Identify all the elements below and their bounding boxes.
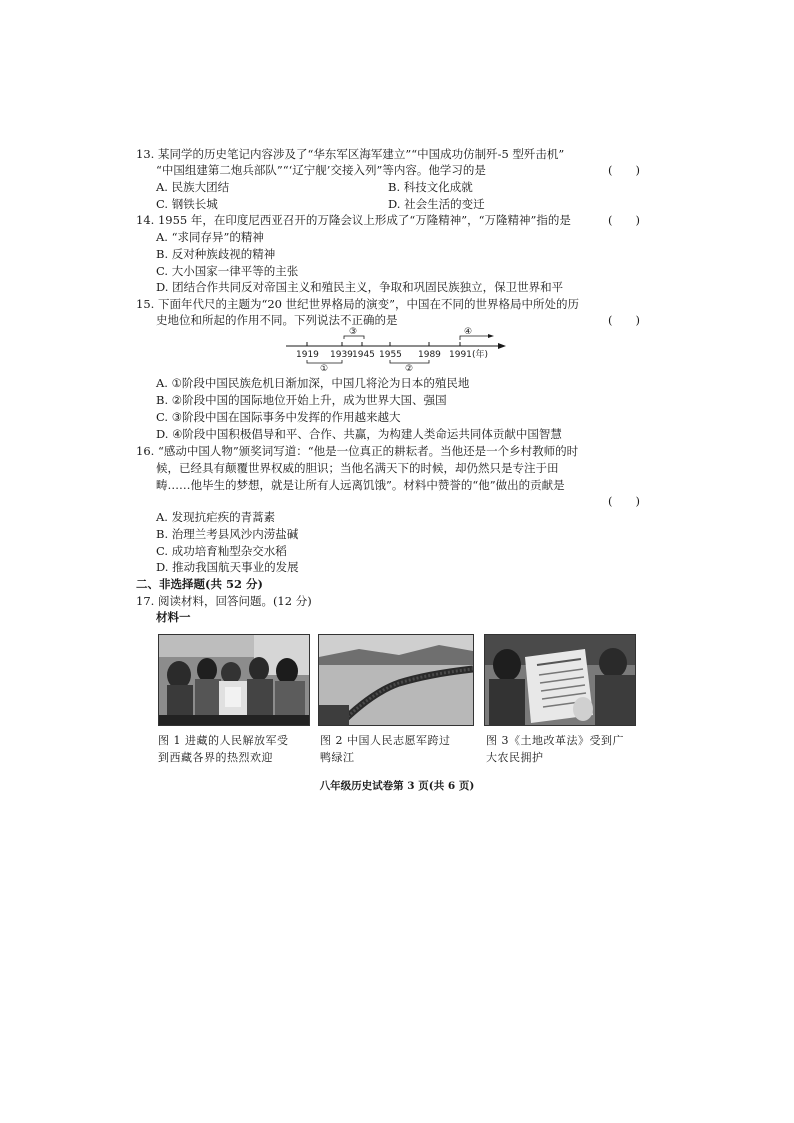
photo-3-caption-line2: 大农民拥护 (486, 751, 544, 764)
year-label-1989: 1989 (418, 350, 441, 360)
q14-option-d: D. 团结合作共同反对帝国主义和殖民主义，争取和巩固民族独立，保卫世界和平 (156, 280, 564, 294)
q15-option-d: D. ④阶段中国积极倡导和平、合作、共赢，为构建人类命运共同体贡献中国智慧 (156, 427, 562, 441)
photo-2-caption-line2: 鸭绿江 (320, 751, 355, 764)
q16-option-c: C. 成功培育籼型杂交水稻 (156, 544, 287, 558)
q13-answer-paren: ( ) (608, 163, 640, 177)
q16-stem-line2: 候，已经具有颠覆世界权威的胆识；当他名满天下的时候，却仍然只是专注于田 (156, 461, 559, 475)
q16-option-d: D. 推动我国航天事业的发展 (156, 560, 299, 574)
q13-option-a: A. 民族大团结 (156, 180, 230, 194)
photo-3-caption-line1: 图 3《土地改革法》受到广 (486, 734, 624, 747)
bracket-stage-4-arrow (488, 334, 494, 338)
q16-stem-line1: 16. “感动中国人物”颁奖词写道：“他是一位真正的耕耘者。当他还是一个乡村教师的时 (136, 444, 579, 458)
marker-stage-2: ② (405, 364, 414, 374)
q13-stem-line1: 13. 某同学的历史笔记内容涉及了“华东军区海军建立”“中国成功仿制歼-5 型歼击机” (136, 147, 565, 161)
q13-option-c: C. 钢铁长城 (156, 197, 218, 211)
q14-option-c: C. 大小国家一律平等的主张 (156, 264, 299, 278)
year-label-1991: 1991 (449, 350, 472, 360)
photo-2-caption (320, 732, 451, 766)
q14-option-b: B. 反对种族歧视的精神 (156, 247, 276, 261)
bracket-stage-2 (390, 360, 429, 363)
q13-option-b: B. 科技文化成就 (388, 180, 473, 194)
q14-option-a: A. “求同存异”的精神 (156, 230, 264, 244)
q16-option-a: A. 发现抗疟疾的青蒿素 (156, 510, 276, 524)
q15-option-a: A. ①阶段中国民族危机日渐加深，中国几将沦为日本的殖民地 (156, 376, 470, 390)
q15-option-c: C. ③阶段中国在国际事务中发挥的作用越来越大 (156, 410, 401, 424)
photo-2-caption-line1: 图 2 中国人民志愿军跨过 (320, 734, 451, 747)
q16-option-b: B. 治理兰考县风沙内涝盐碱 (156, 527, 299, 541)
marker-stage-4: ④ (464, 327, 473, 337)
q14-answer-paren: ( ) (608, 213, 640, 227)
photo-2-yalu-river (318, 634, 474, 726)
q16-answer-paren: ( ) (608, 494, 640, 508)
photo-1-pla-tibet (158, 634, 310, 726)
photo-3-caption (486, 732, 624, 766)
timeline-arrow (498, 343, 506, 349)
year-label-1939: 1939 (330, 350, 353, 360)
year-unit-label: (年) (472, 350, 489, 360)
year-label-1945: 1945 (352, 350, 375, 360)
year-label-1919: 1919 (296, 350, 319, 360)
q15-stem-line1: 15. 下面年代尺的主题为“20 世纪世界格局的演变”，中国在不同的世界格局中所处的历 (136, 297, 579, 311)
q15-answer-paren: ( ) (608, 313, 640, 327)
section-2-title: 二、非选择题(共 52 分) (136, 577, 263, 591)
page-footer: 八年级历史试卷第 3 页(共 6 页) (319, 780, 475, 792)
q15-option-b: B. ②阶段中国的国际地位开始上升，成为世界大国、强国 (156, 393, 447, 407)
photo-1-caption-line2: 到西藏各界的热烈欢迎 (158, 751, 273, 764)
photo-1-caption-line1: 图 1 进藏的人民解放军受 (158, 734, 289, 747)
q14-stem: 14. 1955 年，在印度尼西亚召开的万隆会议上形成了“万隆精神”，“万隆精神”指的是 (136, 213, 571, 227)
q16-stem-line3: 畴……他毕生的梦想，就是让所有人远离饥饿”。材料中赞誉的“他”做出的贡献是 (156, 478, 565, 492)
q15-timeline (282, 326, 512, 372)
q17-material-label: 材料一 (156, 610, 191, 624)
bracket-stage-1 (307, 360, 342, 363)
q13-option-d: D. 社会生活的变迁 (388, 197, 485, 211)
marker-stage-3: ③ (349, 327, 358, 337)
year-label-1955: 1955 (379, 350, 402, 360)
q13-stem-line2: “中国组建第二炮兵部队”“‘辽宁舰’交接入列”等内容。他学习的是 (156, 163, 486, 177)
photo-3-land-reform (484, 634, 636, 726)
marker-stage-1: ① (320, 364, 329, 374)
q15-stem-line2: 史地位和所起的作用不同。下列说法不正确的是 (156, 313, 398, 327)
photo-1-caption (158, 732, 289, 766)
q17-stem: 17. 阅读材料，回答问题。(12 分) (136, 594, 312, 608)
